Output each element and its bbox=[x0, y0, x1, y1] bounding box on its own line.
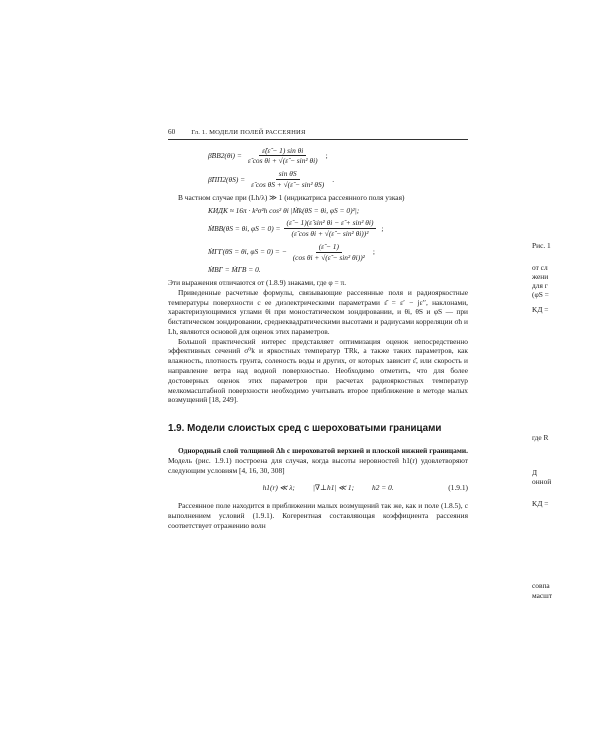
formula-tail: ; bbox=[372, 247, 375, 257]
running-title: Гл. 1. МОДЕЛИ ПОЛЕЙ РАССЕЯНИЯ bbox=[191, 129, 306, 136]
section-heading: 1.9. Модели слоистых сред с шероховатыми границами bbox=[168, 423, 442, 435]
formula-lhs: β̂ПП2(θS) = bbox=[208, 174, 246, 184]
denominator: (cos θi + √(ε̂ − sin² θi))² bbox=[292, 252, 365, 262]
formula-k-idk-text: KИДК ≈ 16π · k²σ²h cos² θi |Ṁk(θS = θi, φS = 0)²|; bbox=[208, 205, 360, 215]
lead-rest: Модель (рис. 1.9.1) построена для случая, когда высоты неровностей h1(r) удовлетворяют следующим условиям [4, 16, 30, 308] bbox=[168, 455, 468, 475]
differ-text: Эти выражения отличаются от (1.8.9) знаками, где φ = π. bbox=[168, 278, 347, 288]
formula-beta-pp bbox=[208, 169, 468, 190]
condition-2: |∇⊥h1| ≪ 1; bbox=[312, 483, 355, 493]
section-paragraph: Рассеянное поле находится в приближении малых возмущений так же, как и поле (1.8.5), с выполнением условий (1.9.1). Когерентная составляющая коэффициента рассеяния соответствует отражению волн bbox=[168, 501, 468, 530]
formula-tail: ; bbox=[381, 223, 384, 233]
numerator: ε̂(ε̂ − 1) sin θi bbox=[259, 146, 306, 157]
right-page-fragment: от сл bbox=[532, 263, 548, 272]
formula-conditions bbox=[168, 478, 468, 498]
right-page-fragment: KД = bbox=[532, 499, 549, 508]
page-number: 60 bbox=[168, 128, 176, 136]
fraction bbox=[284, 218, 377, 239]
fraction bbox=[290, 242, 368, 263]
numerator: sin θS bbox=[276, 169, 300, 180]
right-page-fragment: для г bbox=[532, 281, 548, 290]
right-page-fragment: (φS = bbox=[532, 290, 549, 299]
fraction bbox=[245, 146, 321, 167]
lead-bold: Однородный слой толщиной Δh с шероховатой верхней и плоской нижней границами. bbox=[178, 446, 468, 455]
paragraph-1: Приведенные расчетные формулы, связывающие рассеянные поля и радиояркостные температуры поверхности с ее диэлектрическими параметрами ε̂ = ε′ − jε′′, наклонами, характеризующимися углами θi при моностатическом зондировании, и θi, θS и φS — при бистатическом зондировании, среднеквадратическими высотами и радиусами корреляции σh и Lh, являются основой для оценок этих параметров. bbox=[168, 287, 468, 336]
special-case-text: В частном случае при (Lh/λ) ≫ 1 (индикатриса рассеянного поля узкая) bbox=[178, 192, 405, 202]
right-page-fragment: совпа bbox=[532, 581, 550, 590]
right-page-fragment: KД = bbox=[532, 305, 549, 314]
formula-lhs: ṀВВ(θS = θi, φS = 0) = bbox=[208, 223, 281, 233]
condition-1: h1(r) ≪ λ; bbox=[262, 483, 295, 493]
denominator: ε̂ cos θS + √(ε̂ − sin² θS) bbox=[251, 180, 325, 189]
book-page bbox=[168, 128, 468, 628]
formula-m-vg-text: ṀВГ = ṀГВ = 0. bbox=[208, 265, 261, 275]
right-page-fragment: онной bbox=[532, 477, 552, 486]
paragraph-2: Большой практический интерес представляет оптимизация оценок непосредственно эффективных сечений σ⁰k и яркостных температур TRk, а также таких параметров, как влажность, плотность грунта, соленость воды и других, от которых зависит ε̂, или скорость и направление ветра над водной поверхностью. Необходимо отметить, что для более достоверных оценок этих параметров при расчетах радиояркостных температур мелкомасштабной поверхности необходимо учитывать второе приближение в методе малых возмущений [18, 249]. bbox=[168, 336, 468, 405]
conditions-list bbox=[208, 483, 448, 493]
formula-lhs: β̂ВВ2(θi) = bbox=[208, 151, 242, 161]
right-page-fragment: Рис. 1 bbox=[532, 241, 551, 250]
equation-number: (1.9.1) bbox=[448, 483, 468, 493]
numerator: (ε̂ − 1) bbox=[316, 242, 342, 253]
condition-3: h2 = 0. bbox=[372, 483, 394, 493]
right-page-fragment: Д bbox=[532, 468, 538, 477]
formula-k-idk bbox=[208, 206, 468, 216]
formula-tail: ; bbox=[325, 151, 328, 161]
fraction bbox=[248, 169, 327, 190]
right-page-fragment: масшт bbox=[532, 591, 553, 600]
section-lead bbox=[168, 446, 468, 475]
right-page-fragment: жени bbox=[532, 272, 549, 281]
running-header bbox=[168, 128, 468, 140]
numerator: (ε̂ − 1)(ε̂ sin² θi − ε̂ + sin² θi) bbox=[284, 218, 377, 229]
formula-beta-vv bbox=[208, 146, 468, 167]
denominator: ε̂ cos θi + √(ε̂ − sin² θi) bbox=[247, 156, 318, 166]
right-page-fragment: где R bbox=[532, 433, 549, 442]
formula-m-vv bbox=[208, 218, 468, 239]
formula-lhs: ṀГГ(θS = θi, φS = 0) = − bbox=[208, 247, 287, 257]
denominator: (ε̂ cos θi + √(ε̂ − sin² θi))² bbox=[291, 229, 369, 239]
formula-m-vg bbox=[208, 265, 468, 275]
formula-m-gg bbox=[208, 242, 468, 263]
formula-tail: . bbox=[332, 174, 335, 184]
